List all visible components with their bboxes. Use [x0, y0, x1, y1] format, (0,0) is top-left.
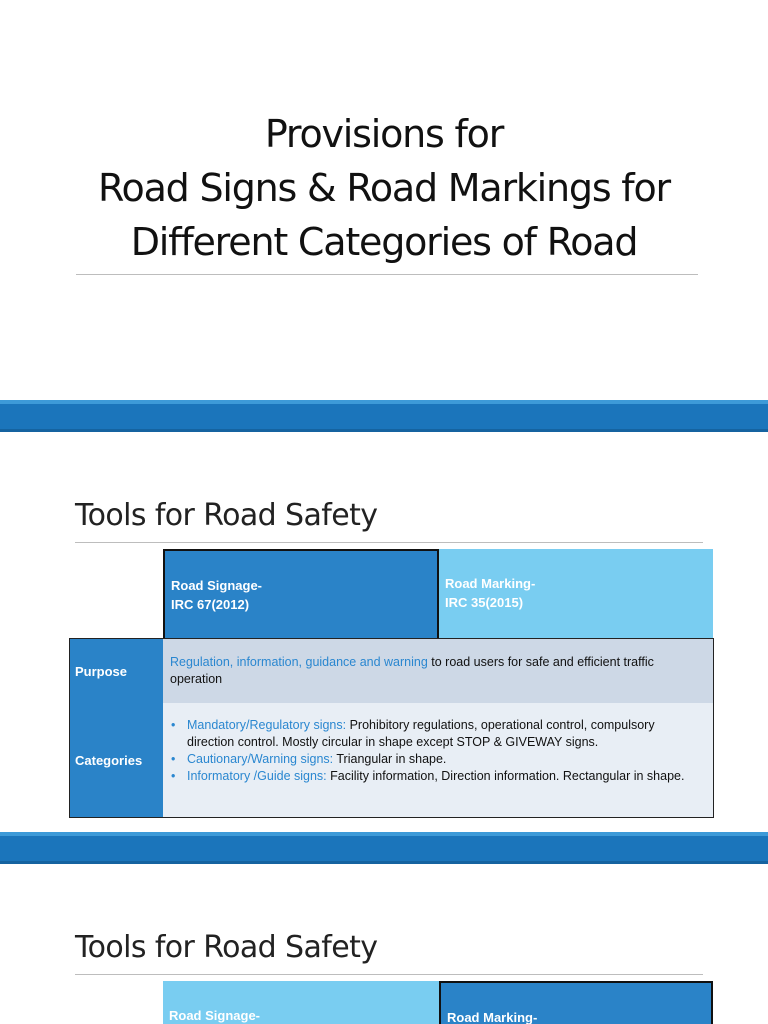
list-item	[187, 768, 705, 785]
category-term: Mandatory/Regulatory signs:	[187, 718, 347, 732]
road-signage-label: Road Signage-	[169, 1008, 261, 1023]
purpose-label: Purpose	[70, 639, 163, 703]
category-term: Cautionary/Warning signs:	[187, 752, 334, 766]
category-desc: Triangular in shape.	[333, 752, 447, 766]
road-marking-label: Road Marking-	[445, 576, 536, 591]
category-term: Informatory /Guide signs:	[187, 769, 327, 783]
categories-list	[170, 717, 705, 785]
purpose-text: to road users for safe and efficient traffic operation	[170, 655, 654, 686]
road-marking-header	[439, 981, 713, 1024]
section-title: Tools for Road Safety	[75, 930, 378, 965]
road-signage-label: Road Signage-	[171, 578, 263, 593]
title-divider	[76, 274, 698, 275]
categories-cell	[163, 703, 713, 817]
section-divider	[75, 542, 703, 543]
main-title	[30, 107, 738, 269]
list-item	[187, 717, 705, 751]
road-signage-header	[163, 981, 439, 1024]
slide-separator	[0, 832, 768, 864]
road-marking-label: Road Marking-	[447, 1010, 538, 1024]
tools-slide-2	[0, 864, 768, 1024]
road-marking-header	[439, 549, 713, 638]
tools-slide	[0, 432, 768, 832]
title-slide	[0, 0, 768, 400]
section-divider	[75, 974, 703, 975]
title-line-1: Provisions for	[264, 112, 504, 156]
purpose-highlight: Regulation, information, guidance and warning	[170, 655, 428, 669]
category-desc: Prohibitory regulations, operational control, compulsory direction control. Mostly circular in shape except STOP & GIVEWAY signs.	[187, 718, 655, 749]
categories-label: Categories	[70, 703, 163, 817]
title-line-3: Different Categories of Road	[130, 220, 638, 264]
slide-separator	[0, 400, 768, 432]
road-marking-standard: IRC 35(2015)	[445, 595, 524, 610]
road-signage-standard: IRC 67(2012)	[171, 597, 250, 612]
purpose-cell	[163, 639, 713, 703]
section-title: Tools for Road Safety	[75, 498, 378, 533]
title-line-2: Road Signs & Road Markings for	[98, 166, 670, 210]
category-desc: Facility information, Direction information. Rectangular in shape.	[326, 769, 685, 783]
list-item	[187, 751, 705, 768]
road-signage-header	[163, 549, 439, 638]
